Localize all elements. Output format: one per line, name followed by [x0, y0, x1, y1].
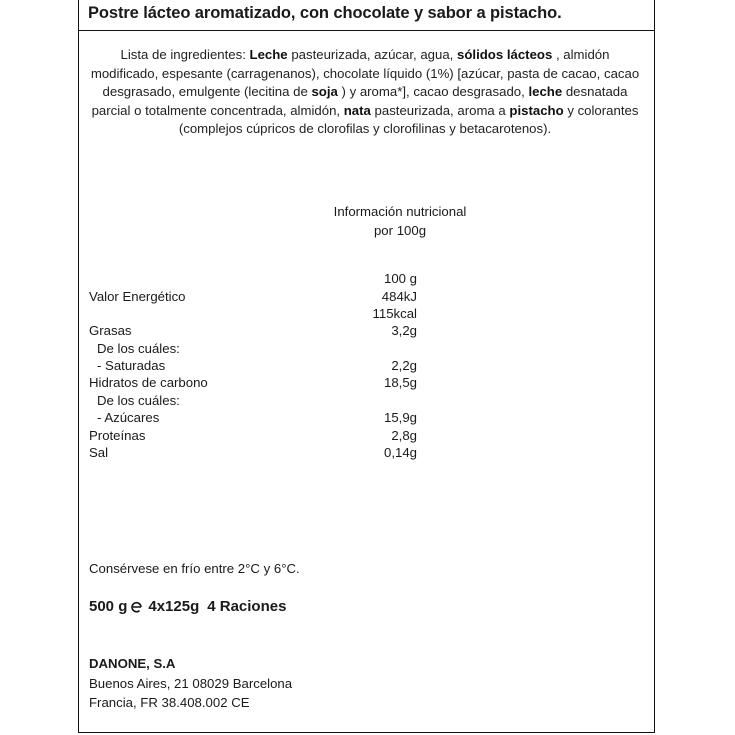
allergen-text: Leche	[249, 47, 288, 62]
ingredient-text: y colorantes (complejos cúpricos de clorofilas y clorofilinas y betacarotenos).	[178, 102, 639, 137]
storage-instructions: Consérvese en frío entre 2°C y 6°C.	[89, 561, 300, 576]
allergen-text: pistacho	[509, 102, 564, 118]
ingredient-text: , almidón modificado, espesante (carragenanos), chocolate líquido (1%) [azúcar, pasta de cacao, cacao desgrasado, emulgente (lecitina de	[90, 47, 640, 100]
nutrition-heading-line1: Información nutricional	[333, 204, 467, 219]
company-name: DANONE, S.A	[89, 656, 176, 671]
net-weight-line	[89, 598, 286, 615]
nutrition-row-value: 484kJ	[381, 289, 417, 304]
pack-format: 4x125g	[148, 598, 200, 615]
product-title: Postre lácteo aromatizado, con chocolate y sabor a pistacho.	[88, 4, 562, 22]
net-weight: 500 g	[89, 598, 128, 615]
allergen-text: nata	[343, 102, 371, 118]
nutrition-row-label: Grasas	[89, 323, 132, 338]
allergen-text: leche	[528, 84, 563, 100]
nutrition-row-value: 2,2g	[391, 358, 417, 373]
ingredient-text: Lista de ingredientes:	[120, 47, 250, 62]
allergen-text: sólidos lácteos	[457, 47, 553, 62]
allergen-text: soja	[311, 84, 338, 100]
nutrition-row-label: - Saturadas	[97, 358, 166, 373]
nutrition-row-label: Proteínas	[89, 428, 146, 443]
ingredient-text: desnatada parcial o totalmente concentrada, almidón,	[91, 84, 628, 118]
nutrition-row-label: Sal	[89, 445, 109, 460]
nutrition-heading-line2: por 100g	[373, 222, 427, 238]
company-address-line2: Francia, FR 38.408.002 CE	[89, 695, 250, 710]
ingredients-list	[90, 46, 640, 139]
nutrition-row-label: De los cuáles:	[97, 393, 180, 408]
company-address-line1: Buenos Aires, 21 08029 Barcelona	[89, 676, 293, 691]
ingredient-text: pasteurizada, azúcar, agua,	[287, 47, 458, 62]
nutrition-row-value: 2,8g	[391, 428, 417, 443]
nutrition-row-label: - Azúcares	[97, 410, 160, 425]
nutrition-row-value: 115kcal	[372, 306, 417, 321]
nutrition-row-label: Valor Energético	[89, 289, 186, 304]
portions: 4 Raciones	[207, 598, 287, 615]
nutrition-row-label: Hidratos de carbono	[89, 375, 208, 390]
nutrition-column-header: 100 g	[383, 271, 417, 286]
ingredient-text: pasteurizada, aroma a	[370, 102, 510, 118]
nutrition-row-label: De los cuáles:	[97, 341, 180, 356]
nutrition-row-value: 18,5g	[383, 375, 417, 390]
nutrition-row-value: 15,9g	[383, 410, 417, 425]
title-divider	[78, 30, 655, 31]
estimated-sign-icon	[130, 600, 144, 614]
nutrition-heading	[300, 203, 500, 240]
ingredient-text: ) y aroma*], cacao desgrasado,	[337, 84, 529, 100]
nutrition-row-value: 3,2g	[391, 323, 417, 338]
nutrition-row-value: 0,14g	[383, 445, 417, 460]
